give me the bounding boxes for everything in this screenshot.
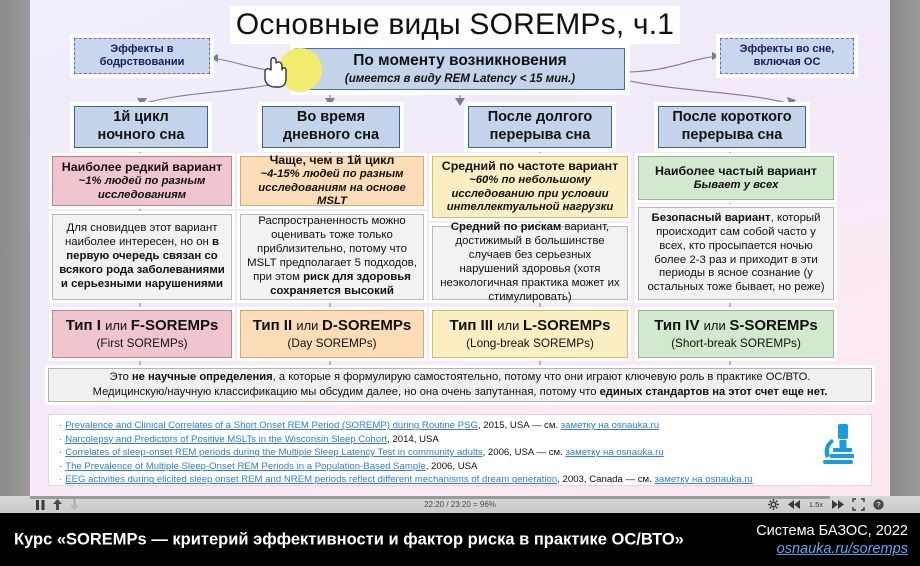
- type-title-prefix-2: Тип II: [252, 317, 297, 335]
- frequency-box-1: [52, 156, 232, 206]
- description-box-3: [432, 221, 628, 303]
- slide-title-text: Основные виды SOREMPs, ч.1: [235, 8, 675, 41]
- type-title-mid-1: или: [105, 318, 131, 334]
- reference-bullet: ·: [59, 474, 63, 486]
- type-sub-4: (Short-break SOREMPs): [671, 336, 801, 351]
- help-icon[interactable]: [873, 499, 884, 510]
- left-gutter: [0, 0, 30, 513]
- description-box-2: [240, 214, 424, 300]
- type-title-code-1: F-SOREMPs: [130, 317, 219, 335]
- frequency-head-2: Чаще, чем в 1й цикл: [269, 152, 395, 167]
- category-label-2: Во время дневного сна: [282, 109, 380, 143]
- type-title-code-2: D-SOREMPs: [322, 317, 412, 335]
- slide-title: [230, 6, 680, 44]
- brand-url-link[interactable]: osnauka.ru/soremps: [776, 540, 908, 557]
- category-box-4: [658, 106, 806, 148]
- type-title-prefix-1: Тип I: [65, 317, 106, 335]
- reference-item: [59, 460, 863, 474]
- type-title-prefix-4: Тип IV: [654, 317, 704, 335]
- frequency-box-2: [240, 152, 424, 208]
- reference-bullet: ·: [59, 420, 63, 431]
- reference-link[interactable]: EEG activities during elicited sleep onset REM and NREM periods reflect different mechanisms of dream generation: [65, 474, 558, 486]
- type-box-1: [52, 310, 232, 358]
- type-title-mid-2: или: [296, 318, 323, 334]
- type-title-mid-3: или: [497, 318, 523, 334]
- reference-bullet: ·: [59, 460, 63, 472]
- disclaimer-line-2: Медицинскую/научную классификацию мы обсудим далее, но она очень запутанная, потому что единых стандартов на этот счет еще нет.: [92, 386, 828, 398]
- frequency-sub-3: ~60% по небольшому исследованию при условии интеллектуальной нагрузки: [446, 173, 614, 214]
- reference-item: [59, 419, 863, 433]
- type-sub-1: (First SOREMPs): [96, 336, 188, 351]
- reference-bullet: ·: [59, 447, 63, 459]
- frequency-sub-1: ~1% людей по разным исследованиям: [78, 174, 206, 201]
- type-sub-3: (Long-break SOREMPs): [466, 336, 594, 351]
- brand-block: [756, 521, 908, 557]
- reference-item: [59, 473, 863, 487]
- fast-forward-icon[interactable]: [832, 500, 844, 509]
- microscope-icon: [819, 421, 857, 467]
- root-node-title: По моменту возникновения: [353, 52, 567, 70]
- player-time-readout: 22:20 / 23:20 = 96%: [424, 500, 496, 509]
- description-text-1: Для сновидцев этот вариант наиболее интересен, но он в первую очередь связан со всякого рода заболеваниями и серьезными нарушениями: [59, 222, 225, 290]
- frequency-head-4: Наиболее частый вариант: [655, 163, 817, 178]
- reference-link[interactable]: Narcolepsy and Predictors of Positive MSLTs in the Wisconsin Sleep Cohort: [65, 433, 388, 445]
- description-box-1: [52, 214, 232, 300]
- category-box-3: [468, 106, 612, 148]
- type-box-2: [240, 310, 424, 358]
- slide-canvas: [30, 0, 890, 496]
- reference-link[interactable]: The Prevalence of Multiple Sleep-Onset REM Periods in a Population-Based Sample: [65, 460, 426, 472]
- rewind-icon[interactable]: [788, 500, 800, 509]
- description-text-2: Распространенность можно оценивать тоже только приблизительно, потому что MSLT предполагает 5 подходов, при этом риск для здоровья сохраняется высокий: [247, 215, 417, 297]
- note-wake-effects: [74, 38, 210, 74]
- note-sleep-effects-text: Эффекты во сне, включая ОС: [739, 42, 835, 68]
- type-box-3: [432, 310, 628, 358]
- frequency-box-4: [638, 156, 834, 200]
- category-box-2: [262, 106, 400, 148]
- course-title: Курс «SOREMPs — критерий эффективности и фактор риска в практике ОС/ВТО»: [14, 530, 684, 548]
- reference-meta: , 2006, USA: [425, 460, 478, 472]
- reference-note-link[interactable]: заметку на osnauka.ru: [565, 447, 664, 459]
- note-wake-effects-text: Эффекты в бодрствовании: [99, 42, 185, 68]
- type-title-code-4: S-SOREMPs: [729, 317, 818, 335]
- reference-bullet: ·: [59, 433, 63, 445]
- description-box-4: [638, 207, 834, 300]
- description-text-3: Средний по рискам вариант, достижимый в большинстве случаев без серьезных нарушений здоровья (хотя неэкологичная практика может их стимулировать): [440, 221, 620, 303]
- frequency-head-1: Наиболее редкий вариант: [61, 159, 223, 174]
- reference-link[interactable]: Correlates of sleep-onset REM periods during the Multiple Sleep Latency Test in community adults: [65, 447, 483, 459]
- category-label-1: 1й цикл ночного сна: [97, 109, 185, 143]
- frequency-sub-2: ~4-15% людей по разным исследованиям на основе MSLT: [258, 167, 406, 208]
- frequency-sub-4: Бывает у всех: [693, 178, 779, 191]
- frequency-head-3: Средний по частоте вариант: [441, 158, 619, 173]
- fullscreen-icon[interactable]: [853, 499, 864, 510]
- type-title-mid-4: или: [703, 318, 730, 334]
- type-box-4: [638, 310, 834, 358]
- frequency-box-3: [432, 156, 628, 218]
- type-title-prefix-3: Тип III: [449, 317, 498, 335]
- svg-text:?: ?: [876, 500, 881, 510]
- disclaimer-box: [48, 368, 872, 402]
- bottom-banner: [0, 513, 920, 566]
- reference-meta: , 2003, Canada — см.: [557, 474, 655, 486]
- category-label-3: После долгого перерыва сна: [487, 109, 593, 143]
- player-progress-bar[interactable]: [30, 496, 830, 499]
- reference-meta: , 2015, USA — см.: [477, 420, 561, 431]
- references-panel: [48, 414, 872, 486]
- description-text-4: Безопасный вариант, который происходит сам собой часто у всех, кто просыпается ночью более 2-3 раз и приходит в эти периоды в ясное сознание (у остальных тоже бывает, но реже): [647, 211, 825, 294]
- reference-note-link[interactable]: заметку на osnauka.ru: [560, 420, 660, 431]
- category-box-1: [74, 106, 208, 148]
- note-sleep-effects: [720, 38, 854, 74]
- root-node: [295, 48, 625, 90]
- gear-icon[interactable]: [768, 499, 779, 510]
- playback-speed-label[interactable]: 1.5x: [808, 500, 823, 509]
- hand-cursor-icon: [262, 58, 288, 88]
- reference-item: [59, 433, 863, 447]
- type-sub-2: (Day SOREMPs): [287, 336, 377, 351]
- reference-link[interactable]: Prevalence and Clinical Correlates of a Short Onset REM Period (SOREMP) during Routine PSG: [65, 420, 478, 431]
- disclaimer-line-1: Это не научные определения, а которые я формулирую самостоятельно, потому что они играют ключевую роль в практике ОС/ВТО.: [109, 370, 811, 383]
- references-list: [59, 419, 863, 487]
- category-label-4: После короткого перерыва сна: [672, 109, 792, 143]
- reference-meta: , 2014, USA: [387, 433, 439, 445]
- root-node-subtitle: (имеется в виду REM Latency < 15 мин.): [344, 72, 576, 85]
- right-gutter: [890, 0, 920, 513]
- brand-system-line: Система БАЗОС, 2022: [756, 522, 908, 539]
- reference-note-link[interactable]: заметку на osnauka.ru: [654, 474, 753, 486]
- type-title-code-3: L-SOREMPs: [522, 317, 611, 335]
- reference-item: [59, 446, 863, 460]
- player-control-bar[interactable]: [0, 496, 920, 513]
- reference-meta: , 2006, USA — см.: [482, 447, 566, 459]
